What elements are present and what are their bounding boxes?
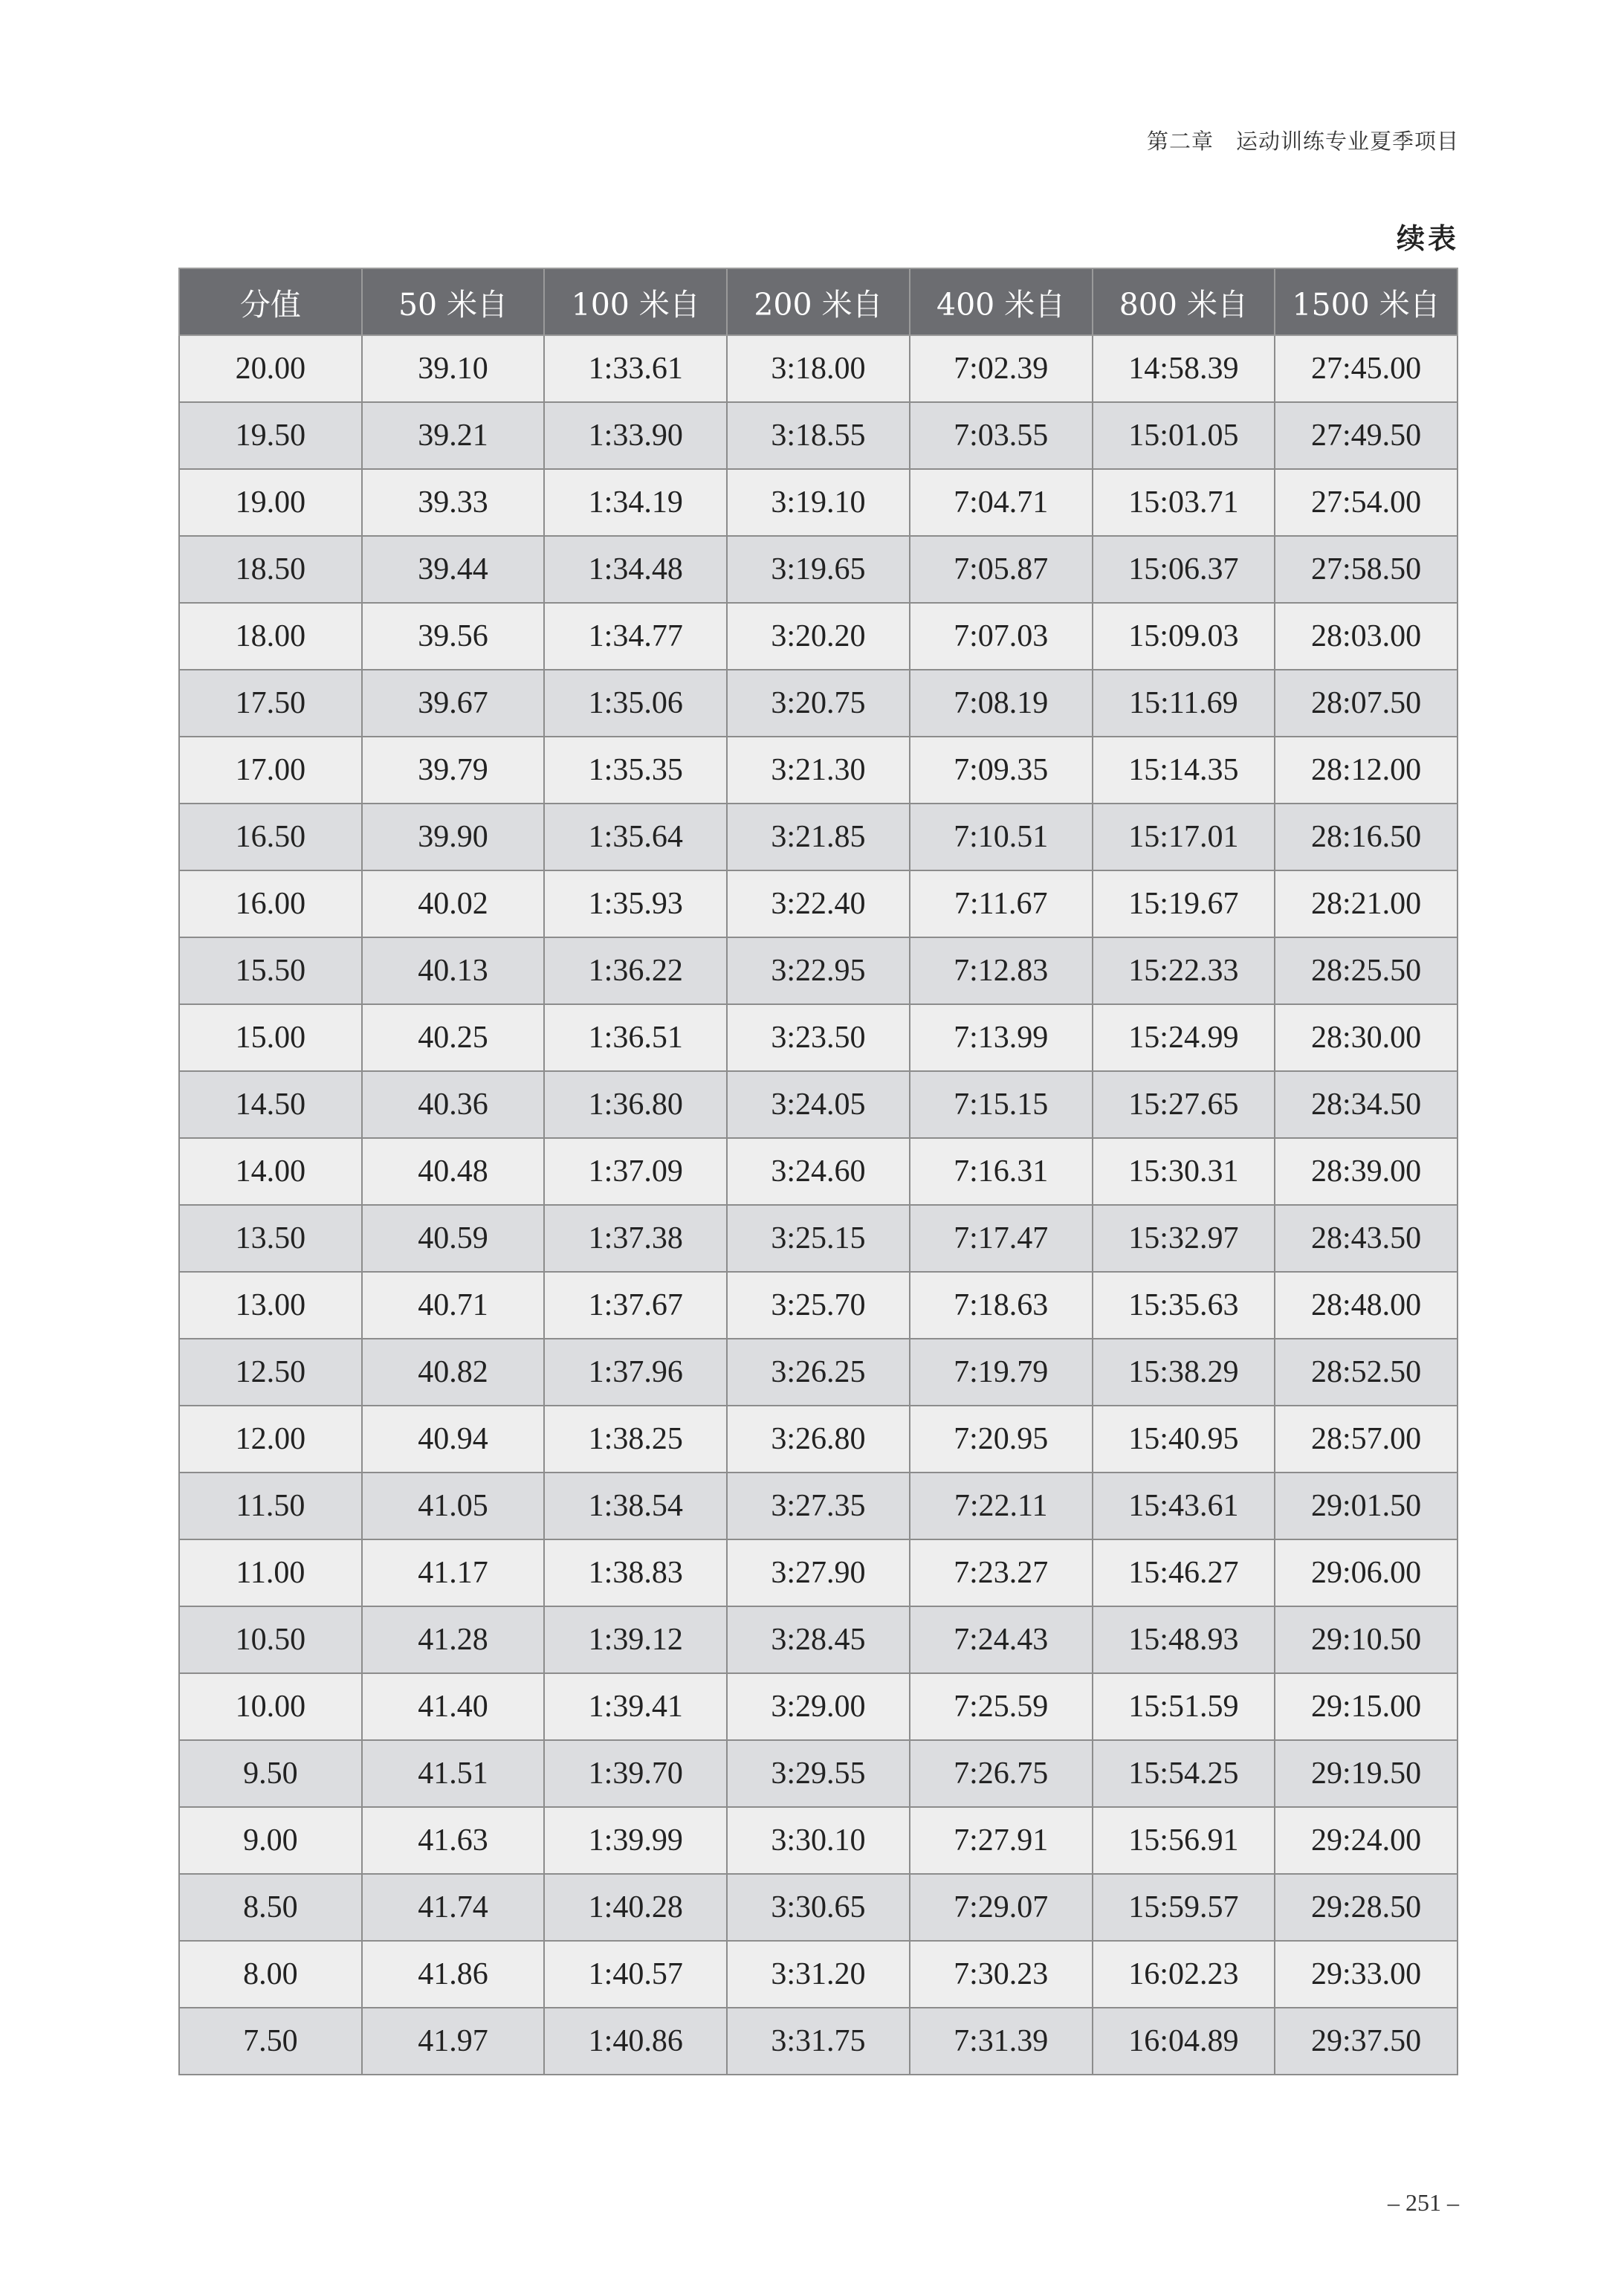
table-row — [179, 1138, 1458, 1205]
table-cell: 15:24.99 — [1093, 1004, 1275, 1071]
table-row — [179, 1406, 1458, 1473]
table-cell: 15:32.97 — [1093, 1205, 1275, 1272]
table-cell: 3:21.85 — [727, 804, 910, 870]
table-cell: 19.00 — [179, 469, 362, 536]
table-cell: 3:22.40 — [727, 870, 910, 937]
table-cell: 41.40 — [362, 1673, 545, 1740]
table-cell: 40.48 — [362, 1138, 545, 1205]
table-cell: 40.25 — [362, 1004, 545, 1071]
table-cell: 15:09.03 — [1093, 603, 1275, 670]
table-cell: 29:37.50 — [1275, 2008, 1458, 2075]
table-cell: 3:18.55 — [727, 402, 910, 469]
table-cell: 1:35.35 — [544, 737, 727, 804]
table-cell: 1:40.86 — [544, 2008, 727, 2075]
table-row — [179, 937, 1458, 1004]
table-cell: 11.00 — [179, 1539, 362, 1606]
table-cell: 15:19.67 — [1093, 870, 1275, 937]
table-cell: 15:14.35 — [1093, 737, 1275, 804]
table-cell: 7:13.99 — [910, 1004, 1093, 1071]
table-cell: 15:40.95 — [1093, 1406, 1275, 1473]
table-cell: 15:56.91 — [1093, 1807, 1275, 1874]
table-cell: 29:24.00 — [1275, 1807, 1458, 1874]
table-cell: 28:48.00 — [1275, 1272, 1458, 1339]
table-cell: 41.28 — [362, 1606, 545, 1673]
column-header-100m-free: 100 米自 — [544, 268, 727, 335]
table-cell: 14.50 — [179, 1071, 362, 1138]
table-cell: 3:28.45 — [727, 1606, 910, 1673]
table-cell: 14:58.39 — [1093, 335, 1275, 402]
table-cell: 1:37.38 — [544, 1205, 727, 1272]
table-cell: 28:07.50 — [1275, 670, 1458, 737]
table-cell: 16:04.89 — [1093, 2008, 1275, 2075]
table-cell: 29:19.50 — [1275, 1740, 1458, 1807]
table-cell: 7:10.51 — [910, 804, 1093, 870]
table-cell: 40.36 — [362, 1071, 545, 1138]
table-cell: 7:03.55 — [910, 402, 1093, 469]
table-row — [179, 2008, 1458, 2075]
table-cell: 7:05.87 — [910, 536, 1093, 603]
table-cell: 1:36.51 — [544, 1004, 727, 1071]
table-cell: 1:34.19 — [544, 469, 727, 536]
table-cell: 27:58.50 — [1275, 536, 1458, 603]
table-row — [179, 1339, 1458, 1406]
table-cell: 7:02.39 — [910, 335, 1093, 402]
table-row — [179, 1004, 1458, 1071]
table-cell: 9.50 — [179, 1740, 362, 1807]
column-header-50m-free: 50 米自 — [362, 268, 545, 335]
table-cell: 3:18.00 — [727, 335, 910, 402]
table-cell: 15:17.01 — [1093, 804, 1275, 870]
table-cell: 7:11.67 — [910, 870, 1093, 937]
table-cell: 28:39.00 — [1275, 1138, 1458, 1205]
table-row — [179, 402, 1458, 469]
table-cell: 7:23.27 — [910, 1539, 1093, 1606]
table-cell: 15:48.93 — [1093, 1606, 1275, 1673]
column-header-1500m-free: 1500 米自 — [1275, 268, 1458, 335]
page-number: – 251 – — [1388, 2189, 1459, 2216]
table-cell: 7:08.19 — [910, 670, 1093, 737]
table-cell: 1:36.22 — [544, 937, 727, 1004]
table-cell: 41.63 — [362, 1807, 545, 1874]
table-cell: 1:37.09 — [544, 1138, 727, 1205]
table-cell: 28:57.00 — [1275, 1406, 1458, 1473]
table-cell: 20.00 — [179, 335, 362, 402]
table-cell: 7:24.43 — [910, 1606, 1093, 1673]
table-cell: 1:40.28 — [544, 1874, 727, 1941]
table-cell: 40.02 — [362, 870, 545, 937]
table-cell: 3:30.10 — [727, 1807, 910, 1874]
column-header-400m-free: 400 米自 — [910, 268, 1093, 335]
table-row — [179, 804, 1458, 870]
table-cell: 7:18.63 — [910, 1272, 1093, 1339]
table-cell: 10.50 — [179, 1606, 362, 1673]
table-cell: 7:27.91 — [910, 1807, 1093, 1874]
table-cell: 15:46.27 — [1093, 1539, 1275, 1606]
table-cell: 7:15.15 — [910, 1071, 1093, 1138]
table-cell: 15:03.71 — [1093, 469, 1275, 536]
table-cell: 15:22.33 — [1093, 937, 1275, 1004]
table-cell: 29:28.50 — [1275, 1874, 1458, 1941]
table-cell: 1:38.54 — [544, 1473, 727, 1539]
table-cell: 7:04.71 — [910, 469, 1093, 536]
table-cell: 1:39.99 — [544, 1807, 727, 1874]
table-cell: 40.13 — [362, 937, 545, 1004]
table-cell: 7:17.47 — [910, 1205, 1093, 1272]
table-cell: 27:49.50 — [1275, 402, 1458, 469]
table-row — [179, 1205, 1458, 1272]
table-cell: 1:35.06 — [544, 670, 727, 737]
table-cell: 39.67 — [362, 670, 545, 737]
table-cell: 1:34.48 — [544, 536, 727, 603]
column-header-score: 分值 — [179, 268, 362, 335]
table-cell: 41.51 — [362, 1740, 545, 1807]
table-cell: 17.00 — [179, 737, 362, 804]
table-cell: 15:35.63 — [1093, 1272, 1275, 1339]
table-row — [179, 1272, 1458, 1339]
table-cell: 41.17 — [362, 1539, 545, 1606]
table-cell: 39.21 — [362, 402, 545, 469]
table-cell: 41.05 — [362, 1473, 545, 1539]
table-cell: 11.50 — [179, 1473, 362, 1539]
table-cell: 15:38.29 — [1093, 1339, 1275, 1406]
table-cell: 13.00 — [179, 1272, 362, 1339]
table-cell: 40.82 — [362, 1339, 545, 1406]
table-cell: 7:16.31 — [910, 1138, 1093, 1205]
table-row — [179, 469, 1458, 536]
table-cell: 1:39.70 — [544, 1740, 727, 1807]
table-cell: 15:11.69 — [1093, 670, 1275, 737]
table-row — [179, 670, 1458, 737]
table-cell: 18.00 — [179, 603, 362, 670]
table-cell: 15:54.25 — [1093, 1740, 1275, 1807]
score-table — [178, 268, 1458, 2075]
table-header — [179, 268, 1458, 335]
table-row — [179, 536, 1458, 603]
table-cell: 28:34.50 — [1275, 1071, 1458, 1138]
table-cell: 28:52.50 — [1275, 1339, 1458, 1406]
table-cell: 15:43.61 — [1093, 1473, 1275, 1539]
table-cell: 3:24.05 — [727, 1071, 910, 1138]
table-cell: 10.00 — [179, 1673, 362, 1740]
table-row — [179, 1473, 1458, 1539]
table-cell: 15:30.31 — [1093, 1138, 1275, 1205]
table-cell: 3:19.10 — [727, 469, 910, 536]
table-cell: 3:25.70 — [727, 1272, 910, 1339]
table-cell: 7:07.03 — [910, 603, 1093, 670]
table-row — [179, 1539, 1458, 1606]
table-cell: 28:30.00 — [1275, 1004, 1458, 1071]
table-cell: 3:20.20 — [727, 603, 910, 670]
table-cell: 3:26.80 — [727, 1406, 910, 1473]
table-cell: 3:26.25 — [727, 1339, 910, 1406]
table-cell: 29:06.00 — [1275, 1539, 1458, 1606]
table-cell: 39.44 — [362, 536, 545, 603]
table-cell: 28:21.00 — [1275, 870, 1458, 937]
table-cell: 1:35.93 — [544, 870, 727, 937]
column-header-200m-free: 200 米自 — [727, 268, 910, 335]
table-cell: 28:03.00 — [1275, 603, 1458, 670]
table-cell: 9.00 — [179, 1807, 362, 1874]
table-cell: 7:29.07 — [910, 1874, 1093, 1941]
table-row — [179, 1807, 1458, 1874]
table-cell: 3:24.60 — [727, 1138, 910, 1205]
table-cell: 39.33 — [362, 469, 545, 536]
table-row — [179, 1673, 1458, 1740]
table-row — [179, 1941, 1458, 2008]
table-cell: 1:39.12 — [544, 1606, 727, 1673]
table-cell: 1:37.67 — [544, 1272, 727, 1339]
table-cell: 17.50 — [179, 670, 362, 737]
table-cell: 7.50 — [179, 2008, 362, 2075]
table-row — [179, 1071, 1458, 1138]
table-cell: 15.00 — [179, 1004, 362, 1071]
table-cell: 3:29.55 — [727, 1740, 910, 1807]
table-cell: 40.71 — [362, 1272, 545, 1339]
table-cell: 27:54.00 — [1275, 469, 1458, 536]
table-cell: 15.50 — [179, 937, 362, 1004]
table-cell: 3:29.00 — [727, 1673, 910, 1740]
table-cell: 7:09.35 — [910, 737, 1093, 804]
column-header-800m-free: 800 米自 — [1093, 268, 1275, 335]
table-cell: 1:39.41 — [544, 1673, 727, 1740]
table-cell: 1:33.90 — [544, 402, 727, 469]
table-cell: 7:20.95 — [910, 1406, 1093, 1473]
table-cell: 29:01.50 — [1275, 1473, 1458, 1539]
table-cell: 3:20.75 — [727, 670, 910, 737]
table-cell: 15:06.37 — [1093, 536, 1275, 603]
table-cell: 1:35.64 — [544, 804, 727, 870]
table-cell: 1:38.83 — [544, 1539, 727, 1606]
table-cell: 12.50 — [179, 1339, 362, 1406]
table-cell: 18.50 — [179, 536, 362, 603]
table-cell: 40.94 — [362, 1406, 545, 1473]
table-cell: 41.86 — [362, 1941, 545, 2008]
table-cell: 7:26.75 — [910, 1740, 1093, 1807]
table-cell: 7:12.83 — [910, 937, 1093, 1004]
table-row — [179, 335, 1458, 402]
table-cell: 29:15.00 — [1275, 1673, 1458, 1740]
table-cell: 14.00 — [179, 1138, 362, 1205]
table-cell: 41.74 — [362, 1874, 545, 1941]
table-cell: 7:31.39 — [910, 2008, 1093, 2075]
table-cell: 3:21.30 — [727, 737, 910, 804]
table-cell: 15:59.57 — [1093, 1874, 1275, 1941]
table-cell: 1:37.96 — [544, 1339, 727, 1406]
table-cell: 1:40.57 — [544, 1941, 727, 2008]
table-cell: 29:33.00 — [1275, 1941, 1458, 2008]
table-cell: 7:19.79 — [910, 1339, 1093, 1406]
table-cell: 7:30.23 — [910, 1941, 1093, 2008]
table-cell: 7:22.11 — [910, 1473, 1093, 1539]
table-cell: 3:19.65 — [727, 536, 910, 603]
table-cell: 19.50 — [179, 402, 362, 469]
table-cell: 16:02.23 — [1093, 1941, 1275, 2008]
continued-label: 续表 — [1396, 222, 1459, 255]
table-cell: 3:23.50 — [727, 1004, 910, 1071]
table-cell: 39.79 — [362, 737, 545, 804]
table-row — [179, 737, 1458, 804]
table-row — [179, 1606, 1458, 1673]
table-cell: 7:25.59 — [910, 1673, 1093, 1740]
table-cell: 8.50 — [179, 1874, 362, 1941]
table-cell: 16.00 — [179, 870, 362, 937]
table-cell: 13.50 — [179, 1205, 362, 1272]
table-cell: 3:30.65 — [727, 1874, 910, 1941]
table-row — [179, 603, 1458, 670]
table-cell: 8.00 — [179, 1941, 362, 2008]
table-cell: 15:27.65 — [1093, 1071, 1275, 1138]
table-cell: 28:12.00 — [1275, 737, 1458, 804]
table-row — [179, 870, 1458, 937]
table-cell: 28:16.50 — [1275, 804, 1458, 870]
table-cell: 1:34.77 — [544, 603, 727, 670]
table-cell: 3:27.35 — [727, 1473, 910, 1539]
table-cell: 39.56 — [362, 603, 545, 670]
table-cell: 3:22.95 — [727, 937, 910, 1004]
table-cell: 39.90 — [362, 804, 545, 870]
table-cell: 1:33.61 — [544, 335, 727, 402]
table-cell: 1:36.80 — [544, 1071, 727, 1138]
table-cell: 3:27.90 — [727, 1539, 910, 1606]
table-cell: 39.10 — [362, 335, 545, 402]
header-row — [179, 268, 1458, 335]
table-cell: 12.00 — [179, 1406, 362, 1473]
table-cell: 28:25.50 — [1275, 937, 1458, 1004]
table-row — [179, 1874, 1458, 1941]
table-body — [179, 335, 1458, 2075]
table-cell: 3:31.75 — [727, 2008, 910, 2075]
running-head: 第二章 运动训练专业夏季项目 — [1146, 129, 1459, 154]
table-cell: 16.50 — [179, 804, 362, 870]
table-cell: 15:01.05 — [1093, 402, 1275, 469]
table-cell: 29:10.50 — [1275, 1606, 1458, 1673]
table-cell: 3:31.20 — [727, 1941, 910, 2008]
table-cell: 15:51.59 — [1093, 1673, 1275, 1740]
table-cell: 41.97 — [362, 2008, 545, 2075]
table-cell: 28:43.50 — [1275, 1205, 1458, 1272]
table-cell: 27:45.00 — [1275, 335, 1458, 402]
table-cell: 3:25.15 — [727, 1205, 910, 1272]
table-cell: 40.59 — [362, 1205, 545, 1272]
table-cell: 1:38.25 — [544, 1406, 727, 1473]
table-row — [179, 1740, 1458, 1807]
